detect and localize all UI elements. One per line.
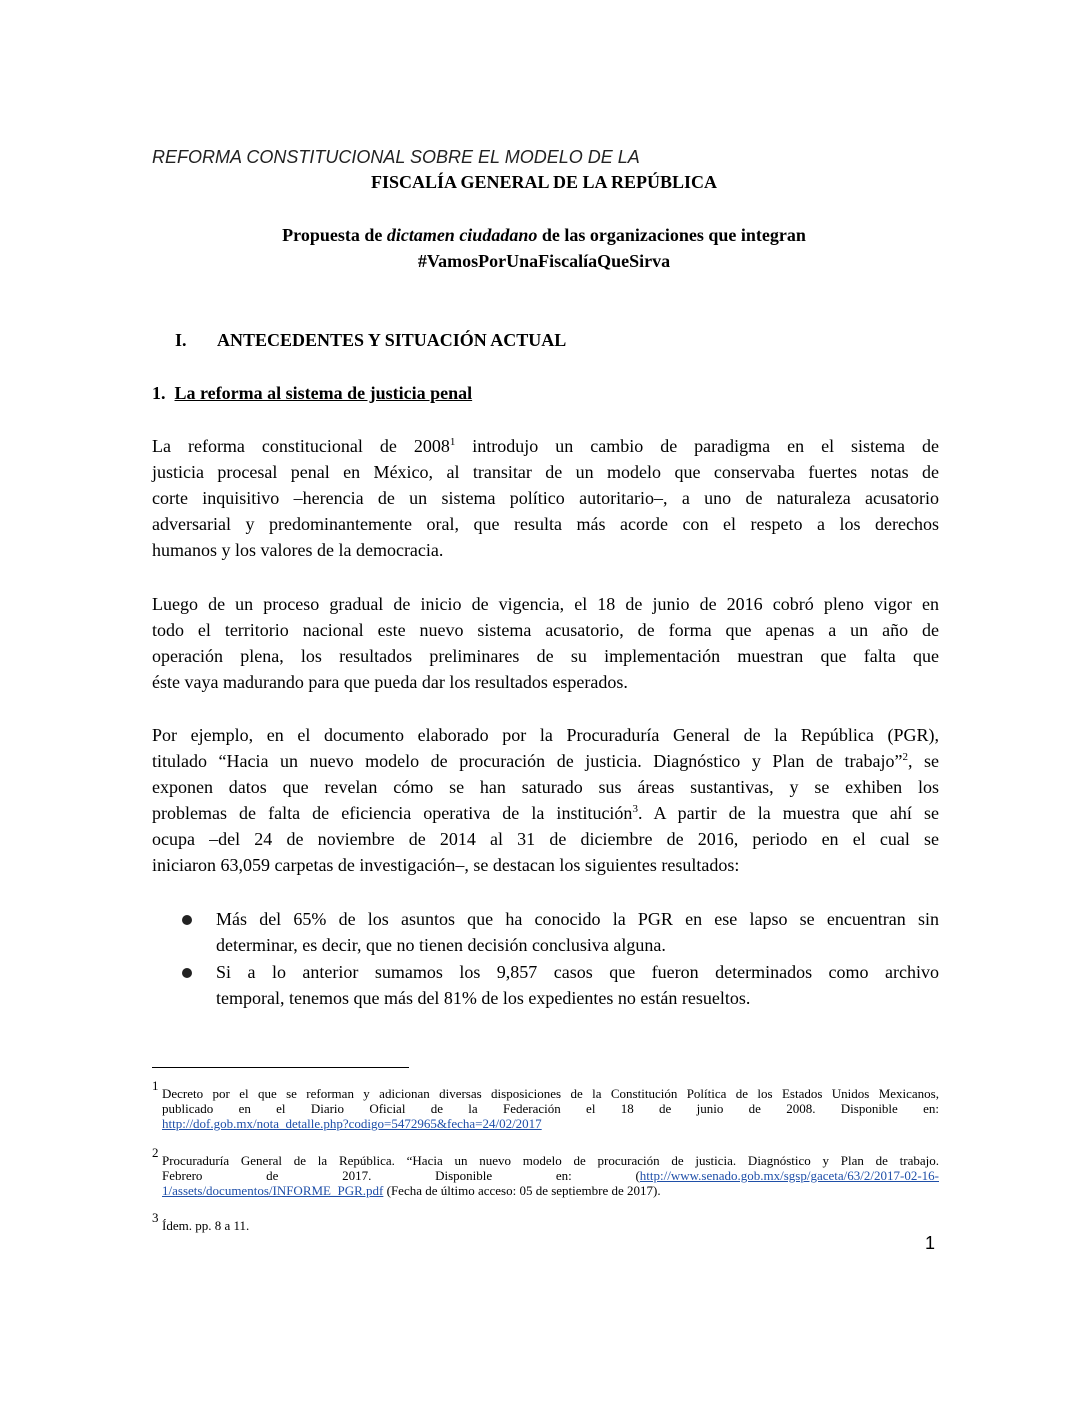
bullet-line: determinar, es decir, que no tienen decisión conclusiva alguna.	[216, 935, 666, 955]
footnote-mark: 3	[152, 1210, 159, 1225]
paragraph-1	[152, 433, 939, 563]
section-title: ANTECEDENTES Y SITUACIÓN ACTUAL	[217, 330, 567, 350]
footnote-link[interactable]: http://dof.gob.mx/nota_detalle.php?codigo=5472965&fecha=24/02/2017	[162, 1116, 542, 1131]
page-number: 1	[925, 1233, 936, 1253]
subsection-heading	[152, 383, 472, 404]
footnote-link[interactable]: http://www.senado.gob.mx/sgsp/gaceta/63/2/2017-02-16-	[639, 1168, 939, 1183]
paragraph-line	[152, 800, 939, 826]
footnote-ref[interactable]: 3	[632, 803, 638, 815]
footnote-ref[interactable]: 2	[902, 751, 908, 763]
paragraph-line: exponen datos que revelan cómo se han saturado sus áreas sustantivas, y se exhiben los	[152, 777, 939, 797]
paragraph-line: Por ejemplo, en el documento elaborado por la Procuraduría General de la República (PGR),	[152, 725, 939, 745]
bullet-line: Más del 65% de los asuntos que ha conocido la PGR en ese lapso se encuentran sin	[216, 909, 939, 929]
subtitle-italic: dictamen ciudadano	[386, 225, 538, 245]
footnote-line: Ídem. pp. 8 a 11.	[162, 1218, 250, 1233]
text: Febrero de 2017. Disponible en: (	[162, 1168, 640, 1183]
paragraph-line: Luego de un proceso gradual de inicio de vigencia, el 18 de junio de 2016 cobró pleno vigor en	[152, 594, 939, 614]
subtitle-text: de las organizaciones que integran	[537, 225, 806, 245]
bullet-line: temporal, tenemos que más del 81% de los expedientes no están resueltos.	[216, 988, 751, 1008]
header-line-2: FISCALÍA GENERAL DE LA REPÚBLICA	[370, 172, 718, 192]
text: titulado “Hacia un nuevo modelo de procuración de justicia. Diagnóstico y Plan de trabajo”	[152, 751, 903, 771]
bullet-icon	[182, 968, 192, 978]
subtitle-line-1	[0, 225, 1088, 246]
footnote-line	[162, 1116, 939, 1131]
text: . A partir de la muestra que ahí se	[637, 803, 939, 823]
paragraph-line: éste vaya madurando para que pueda dar los resultados esperados.	[152, 672, 628, 692]
footnote-link[interactable]: 1/assets/documentos/INFORME_PGR.pdf	[162, 1183, 384, 1198]
footnote-mark: 2	[152, 1145, 159, 1160]
paragraph-line: iniciaron 63,059 carpetas de investigación–, se destacan los siguientes resultados:	[152, 855, 740, 875]
footnote-2	[152, 1145, 939, 1213]
paragraph-line	[152, 748, 939, 774]
bullet-line: Si a lo anterior sumamos los 9,857 casos que fueron determinados como archivo	[216, 962, 939, 982]
paragraph-line	[152, 433, 939, 459]
paragraph-line: corte inquisitivo –herencia de un sistema político autoritario–, a uno de naturaleza acusatorio	[152, 488, 939, 508]
footnote-1	[152, 1078, 939, 1146]
footnote-divider	[152, 1067, 409, 1068]
header-line-1: REFORMA CONSTITUCIONAL SOBRE EL MODELO DE LA	[152, 147, 640, 167]
footnote-line: publicado en el Diario Oficial de la Federación el 18 de junio de 2008. Disponible en:	[162, 1101, 939, 1116]
paragraph-line: adversarial y predominantemente oral, que resulta más acorde con el respeto a los derechos	[152, 514, 939, 534]
text: introdujo un cambio de paradigma en el sistema de	[455, 436, 940, 456]
paragraph-line: operación plena, los resultados preliminares de su implementación muestran que falta que	[152, 646, 939, 666]
footnote-line: Decreto por el que se reforman y adicionan diversas disposiciones de la Constitución Política de los Estados Unidos Mexicanos,	[162, 1086, 939, 1101]
paragraph-line: todo el territorio nacional este nuevo sistema acusatorio, de forma que apenas a un año de	[152, 620, 939, 640]
bullet-icon	[182, 915, 192, 925]
footnote-line	[162, 1168, 939, 1183]
subtitle-text: Propuesta de	[282, 225, 387, 245]
text: La reforma constitucional de 2008	[152, 436, 450, 456]
footnote-3	[152, 1210, 939, 1238]
footnote-ref[interactable]: 1	[449, 436, 456, 448]
subtitle-hashtag: #VamosPorUnaFiscalíaQueSirva	[417, 251, 671, 271]
footnote-mark: 1	[152, 1078, 159, 1093]
paragraph-line: humanos y los valores de la democracia.	[152, 540, 444, 560]
text: problemas de falta de eficiencia operativa de la institución	[152, 803, 633, 823]
paragraph-line: ocupa –del 24 de noviembre de 2014 al 31 de diciembre de 2016, periodo en el cual se	[152, 829, 939, 849]
footnote-line: Procuraduría General de la República. “Hacia un nuevo modelo de procuración de justicia. Diagnóstico y Plan de trabajo.	[162, 1153, 939, 1168]
paragraph-2	[152, 591, 939, 695]
paragraph-3	[152, 722, 939, 878]
bullet-item	[182, 959, 939, 1011]
paragraph-line: justicia procesal penal en México, al transitar de un modelo que conservaba fuertes notas de	[152, 462, 939, 482]
section-number: I.	[175, 330, 187, 350]
section-heading	[175, 330, 566, 351]
subsection-title: La reforma al sistema de justicia penal	[174, 383, 473, 403]
subsection-number: 1.	[152, 383, 166, 403]
text: (Fecha de último acceso: 05 de septiembre de 2017).	[383, 1183, 661, 1198]
text: , se	[907, 751, 939, 771]
bullet-item	[182, 906, 939, 958]
footnote-line	[162, 1183, 939, 1198]
